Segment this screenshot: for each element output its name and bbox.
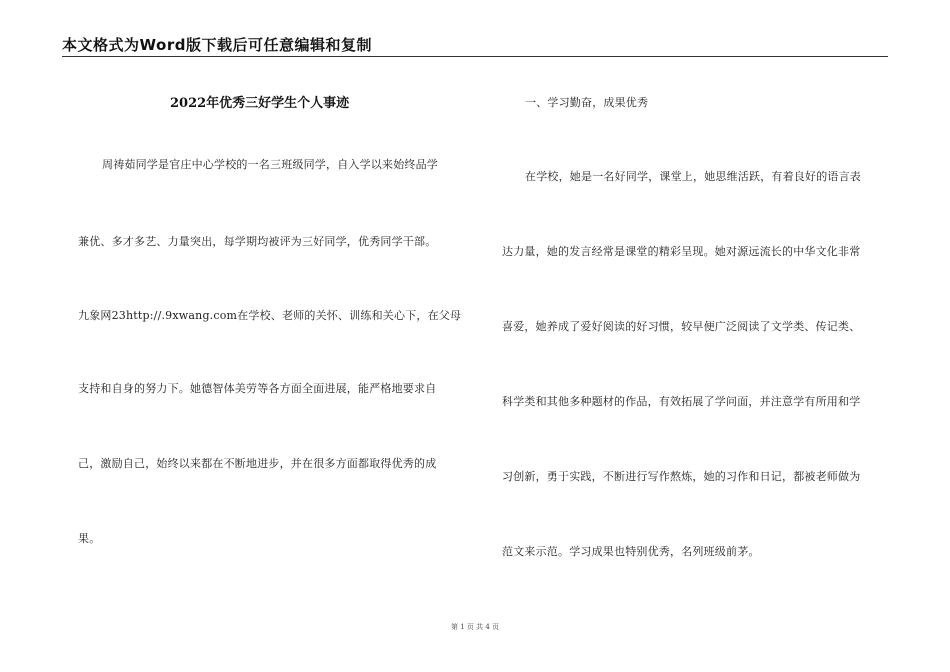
left-paragraph-line: 果。 bbox=[78, 532, 101, 545]
right-paragraph-line: 范文来示范。学习成果也特别优秀，名列班级前茅。 bbox=[502, 545, 760, 558]
left-paragraph-line: 九象网23http://.9xwang.com在学校、老师的关怀、训练和关心下，在父母 bbox=[78, 309, 462, 322]
header-banner-text: 本文格式为Word版下载后可任意编辑和复制 bbox=[62, 36, 372, 54]
right-paragraph-line: 达力量，她的发言经常是课堂的精彩呈现。她对源远流长的中华文化非常 bbox=[502, 245, 861, 258]
document-title: 2022年优秀三好学生个人事迹 bbox=[170, 96, 350, 111]
right-paragraph-line: 在学校，她是一名好同学，课堂上，她思维活跃，有着良好的语言表 bbox=[525, 170, 861, 183]
left-paragraph-line: 兼优、多才多艺、力量突出，每学期均被评为三好同学，优秀同学干部。 bbox=[78, 235, 437, 248]
right-paragraph-line: 喜爱，她养成了爱好阅读的好习惯，较早便广泛阅读了文学类、传记类、 bbox=[502, 320, 861, 333]
left-paragraph-line: 支持和自身的努力下。她德智体美劳等各方面全面进展，能严格地要求自 bbox=[78, 382, 437, 395]
header-banner bbox=[62, 34, 888, 57]
right-paragraph-line: 科学类和其他多种题材的作品，有效拓展了学问面，并注意学有所用和学 bbox=[502, 395, 861, 408]
right-paragraph-line: 习创新，勇于实践，不断进行写作熬炼，她的习作和日记，都被老师做为 bbox=[502, 470, 861, 483]
left-paragraph-line: 己，激励自己，始终以来都在不断地进步，并在很多方面都取得优秀的成 bbox=[78, 457, 437, 470]
left-paragraph-line: 周祷茹同学是官庄中心学校的一名三班级同学，自入学以来始终品学 bbox=[102, 158, 438, 171]
page-number: 第 1 页 共 4 页 bbox=[450, 623, 500, 631]
section-heading: 一、学习勤奋，成果优秀 bbox=[525, 96, 649, 109]
